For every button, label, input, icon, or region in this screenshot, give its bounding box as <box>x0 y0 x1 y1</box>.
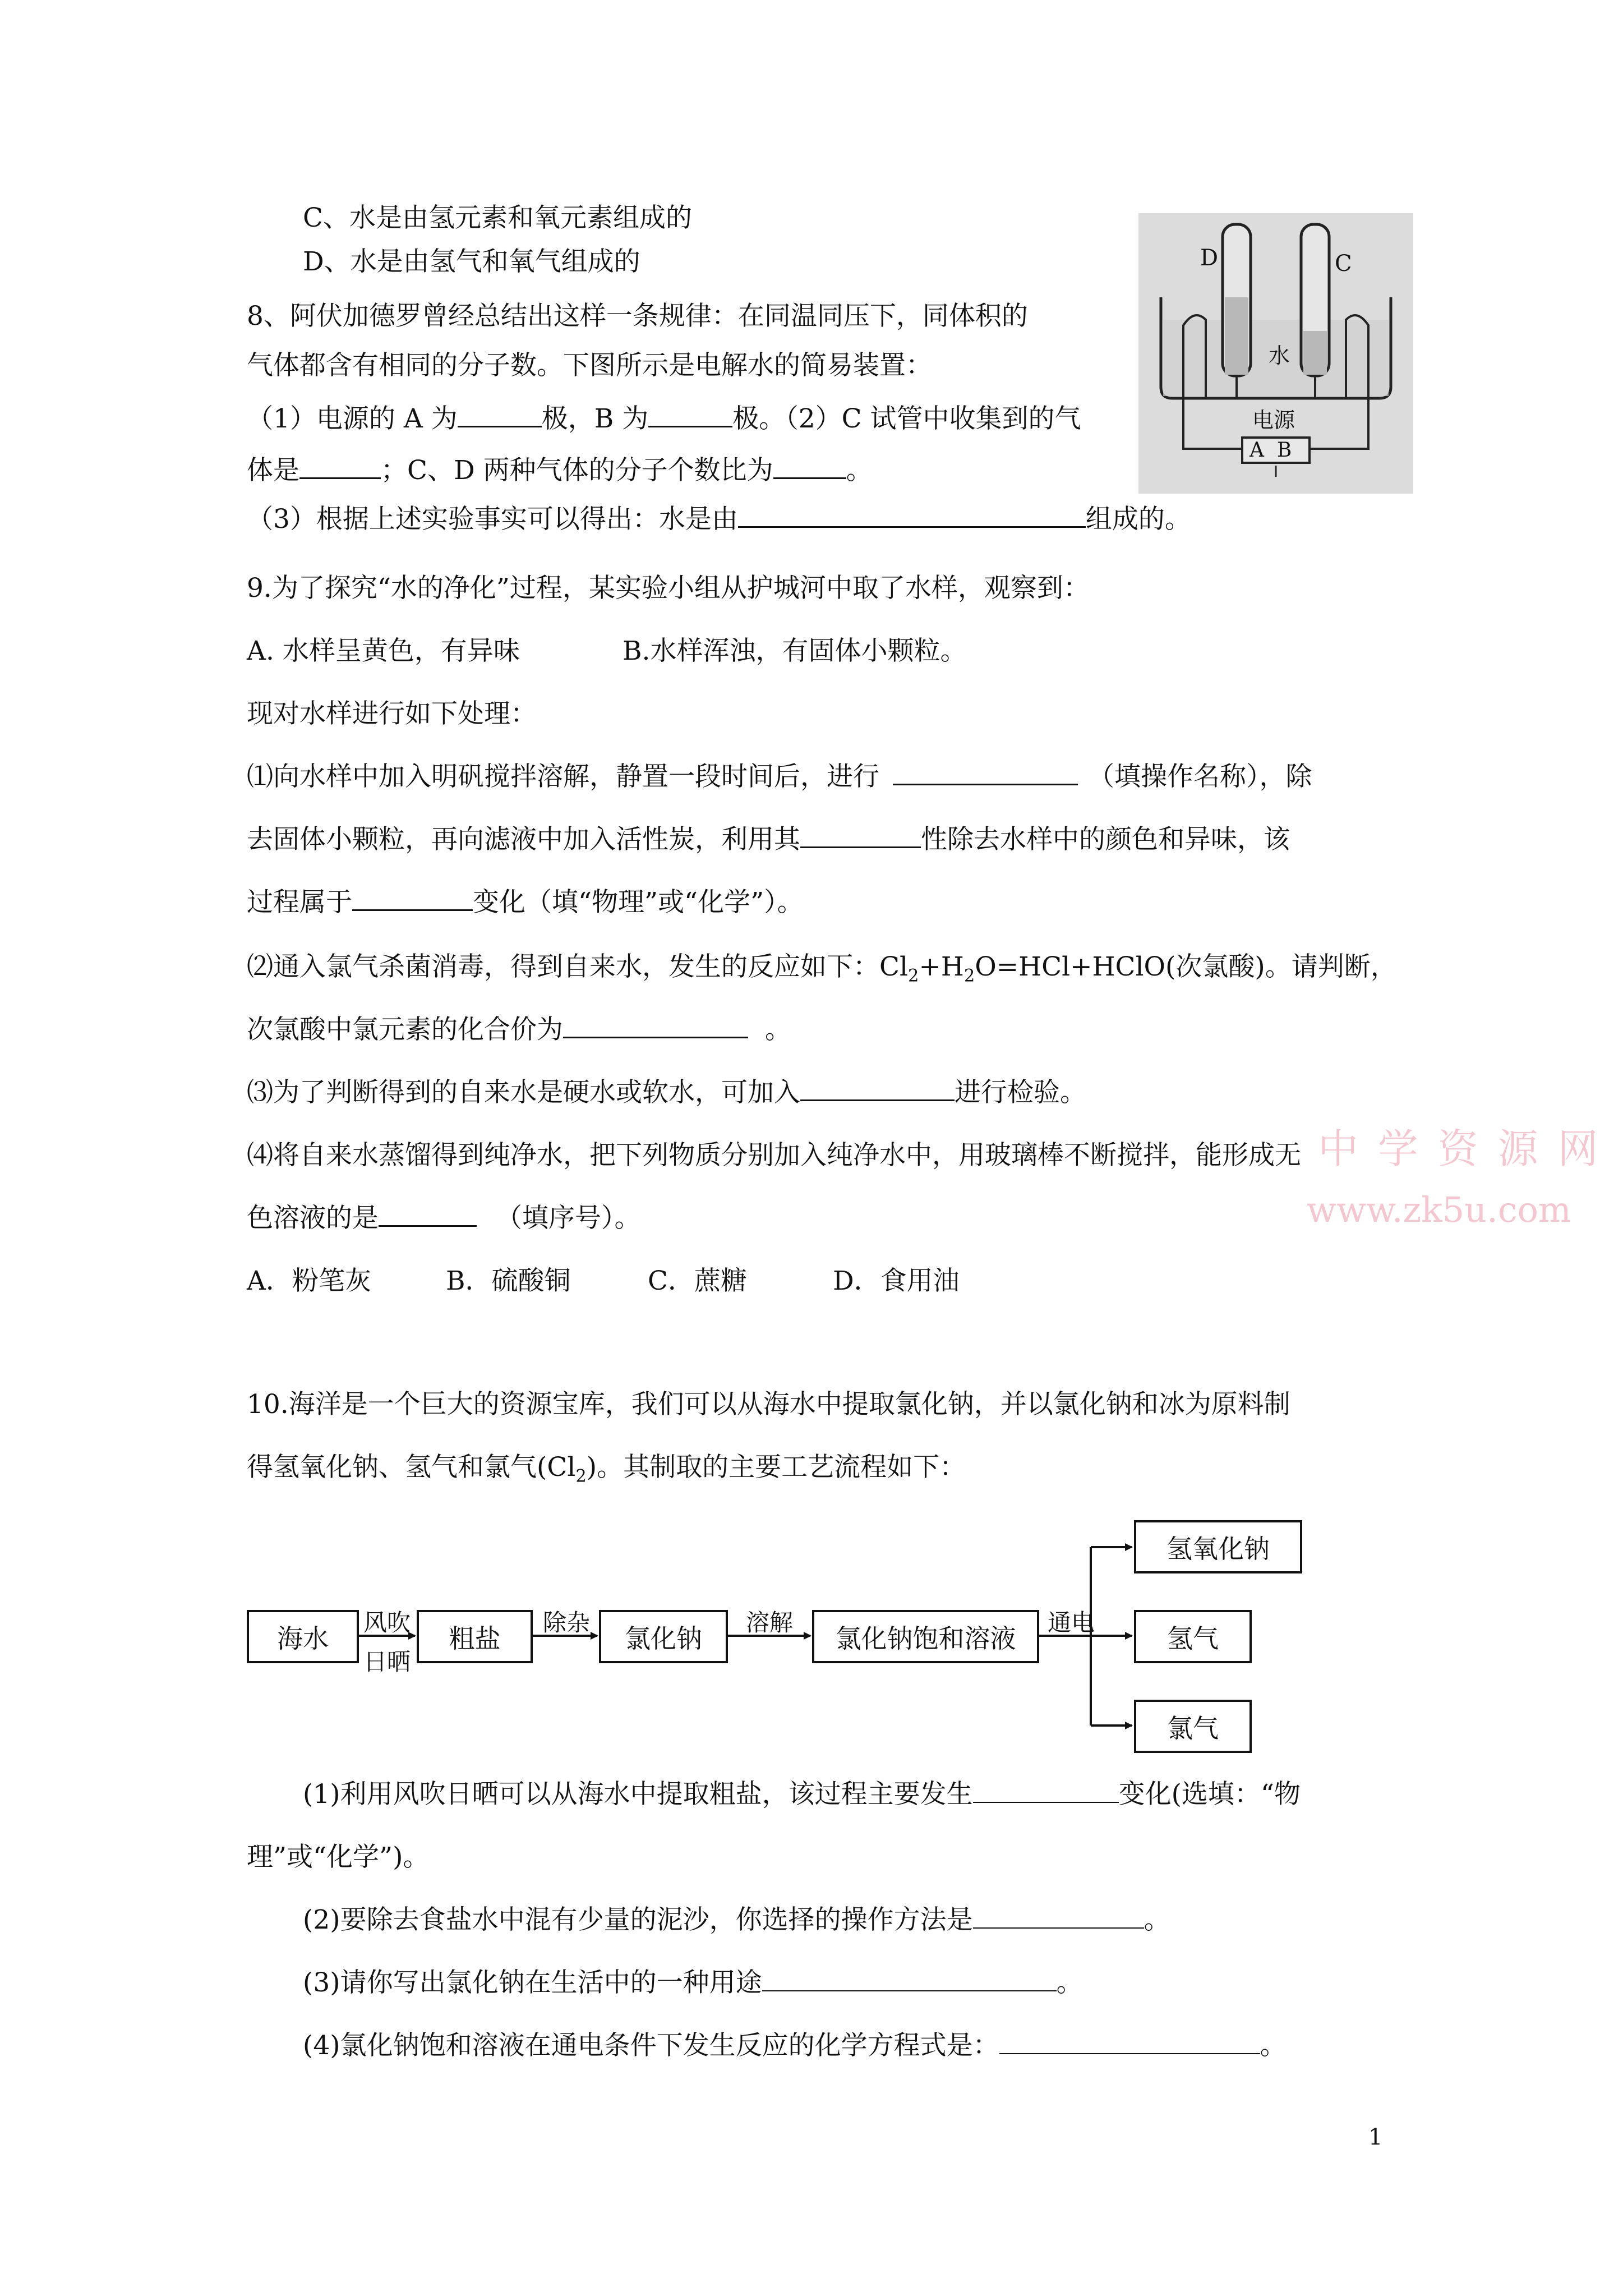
water-label: 水 <box>1269 343 1290 368</box>
q9-choice-b: B．硫酸铜 <box>446 1266 571 1296</box>
q9-step4-line2 <box>247 1203 641 1234</box>
q9-text-l: ⑶为了判断得到的自来水是硬水或软水，可加入 <box>247 1077 800 1108</box>
flow-box-hydrogen: 氢气 <box>1134 1610 1252 1663</box>
answer-blank-valence[interactable] <box>563 1037 748 1038</box>
q9-choice-d: D．食用油 <box>833 1266 960 1296</box>
q9-text-b: （填操作名称），除 <box>1088 761 1312 792</box>
answer-blank-c-gas[interactable] <box>299 477 381 479</box>
answer-blank-ratio[interactable] <box>773 477 846 479</box>
q9-step2-line2 <box>247 1016 791 1043</box>
q8-part1-line <box>247 403 1081 434</box>
answer-blank-reagent[interactable] <box>800 1099 955 1101</box>
answer-blank-usage[interactable] <box>762 1990 1057 1991</box>
answer-blank-a-pole[interactable] <box>458 426 542 427</box>
answer-blank-change-type[interactable] <box>352 909 473 911</box>
q8-text-d: 体是 <box>247 455 299 486</box>
answer-blank-method[interactable] <box>973 1927 1144 1929</box>
answer-blank-equation[interactable] <box>999 2053 1260 2054</box>
q9-text-j: 次氯酸中氯元素的化合价为 <box>247 1014 563 1045</box>
answer-blank-choice[interactable] <box>379 1225 477 1227</box>
q9-text-k: 。 <box>765 1014 791 1045</box>
flow-box-nacl: 氯化钠 <box>599 1610 728 1663</box>
q9-intro: 9.为了探究“水的净化”过程，某实验小组从护城河中取了水样，观察到： <box>247 573 1090 604</box>
answer-blank-b-pole[interactable] <box>648 426 732 427</box>
q9-text-n: 色溶液的是 <box>247 1203 379 1234</box>
q10-text-e: (2)要除去食盐水中混有少量的泥沙，你选择的操作方法是 <box>303 1904 973 1935</box>
q10-part1-line1 <box>303 1779 1301 1810</box>
q9-choice-a: A．粉笔灰 <box>247 1266 371 1296</box>
option-d: D、水是由氢气和氧气组成的 <box>303 246 640 277</box>
q9-text-i: O=HCl+HClO(次氯酸)。请判断， <box>975 951 1397 982</box>
flow-box-crude-salt: 粗盐 <box>417 1610 533 1663</box>
q10-part3-line <box>303 1967 1083 1998</box>
q8-text-h: 组成的。 <box>1085 504 1191 535</box>
q10-text-a: 得氢氧化钠、氢气和氯气(Cl <box>247 1452 576 1483</box>
q10-part4-line <box>303 2032 1287 2059</box>
page-number: 1 <box>1368 2124 1383 2150</box>
q10-text-f: 。 <box>1144 1904 1170 1935</box>
answer-blank-property[interactable] <box>800 846 921 848</box>
q8-text-c: 极。（2）C 试管中收集到的气 <box>732 403 1081 434</box>
terminal-labels: A B <box>1249 439 1292 462</box>
answer-blank-operation[interactable] <box>893 784 1078 785</box>
q8-text-f: 。 <box>846 455 873 486</box>
q8-intro-line2: 气体都含有相同的分子数。下图所示是电解水的简易装置： <box>247 350 932 381</box>
electrolysis-apparatus <box>1138 213 1413 494</box>
flow-label-electrify: 通电 <box>1048 1609 1095 1636</box>
q10-intro-line1: 10.海洋是一个巨大的资源宝库，我们可以从海水中提取氯化钠，并以氯化钠和冰为原料制 <box>247 1389 1290 1420</box>
answer-blank-process-change[interactable] <box>973 1802 1119 1803</box>
q9-observation-a: A. 水样呈黄色，有异味 <box>247 636 520 666</box>
flow-label-sun: 日晒 <box>363 1648 411 1676</box>
subscript: 2 <box>575 1466 587 1487</box>
q10-text-g: (3)请你写出氯化钠在生活中的一种用途 <box>303 1967 762 1998</box>
q8-text-g: （3）根据上述实验事实可以得出：水是由 <box>247 504 738 535</box>
q9-step1-line1 <box>247 763 1312 790</box>
tube-d-label: D <box>1200 245 1219 271</box>
answer-blank-composition[interactable] <box>738 526 1086 528</box>
q9-step1-line2 <box>247 826 1290 853</box>
flow-box-seawater: 海水 <box>247 1610 359 1663</box>
q10-part2-line <box>303 1904 1170 1935</box>
q10-text-b: )。其制取的主要工艺流程如下： <box>586 1452 966 1483</box>
flow-label-dissolve: 溶解 <box>746 1609 794 1636</box>
subscript: 2 <box>963 966 975 986</box>
subscript: 2 <box>908 966 919 986</box>
tube-c-label: C <box>1335 251 1352 277</box>
watermark-url: www.zk5u.com <box>1307 1189 1571 1230</box>
q10-intro-line2 <box>247 1454 966 1485</box>
q8-text-b: 极，B 为 <box>541 403 649 434</box>
q8-part3-line <box>247 504 1191 535</box>
q9-text-h: +H <box>919 951 964 982</box>
q8-text-e: ；C、D 两种气体的分子个数比为 <box>381 455 773 486</box>
process-flow-diagram <box>247 1509 1312 1761</box>
q9-text-c: 去固体小颗粒，再向滤液中加入活性炭，利用其 <box>247 824 800 855</box>
q8-text-a: （1）电源的 A 为 <box>247 403 458 434</box>
flow-label-purify: 除杂 <box>543 1609 591 1636</box>
q9-text-m: 进行检验。 <box>955 1077 1086 1108</box>
q9-choice-c: C．蔗糖 <box>648 1266 747 1296</box>
q9-step1-line3 <box>247 887 804 918</box>
q9-step4-line1: ⑷将自来水蒸馏得到纯净水，把下列物质分别加入纯净水中，用玻璃棒不断搅拌，能形成无 <box>247 1140 1301 1171</box>
q8-intro-line1: 8、阿伏加德罗曾经总结出这样一条规律：在同温同压下，同体积的 <box>247 301 1028 332</box>
q10-part1-line2: 理”或“化学”)。 <box>247 1842 430 1872</box>
q9-observation-b: B.水样浑浊，有固体小颗粒。 <box>623 636 967 666</box>
q10-text-d: 变化(选填：“物 <box>1118 1779 1301 1810</box>
q9-text-a: ⑴向水样中加入明矾搅拌溶解，静置一段时间后，进行 <box>247 761 879 792</box>
q9-text-d: 性除去水样中的颜色和异味，该 <box>921 824 1290 855</box>
q8-part2-line <box>247 457 873 484</box>
q10-text-h: 。 <box>1056 1967 1083 1998</box>
flow-box-chlorine: 氯气 <box>1134 1700 1252 1753</box>
q9-text-f: 变化（填“物理”或“化学”）。 <box>473 887 804 918</box>
q9-text-g: ⑵通入氯气杀菌消毒，得到自来水，发生的反应如下：Cl <box>247 951 908 982</box>
flow-label-wind: 风吹 <box>363 1609 411 1636</box>
q10-text-c: (1)利用风吹日晒可以从海水中提取粗盐，该过程主要发生 <box>303 1779 973 1810</box>
q10-text-j: 。 <box>1260 2030 1287 2061</box>
option-c: C、水是由氢元素和氧元素组成的 <box>303 203 692 233</box>
q9-text-o: （填序号）。 <box>496 1203 641 1234</box>
flow-box-naoh: 氢氧化钠 <box>1134 1520 1302 1573</box>
flow-box-saturated-solution: 氯化钠饱和溶液 <box>812 1610 1039 1663</box>
q9-step2-line1 <box>247 951 1397 986</box>
q9-process-intro: 现对水样进行如下处理： <box>247 698 537 729</box>
q10-text-i: (4)氯化钠饱和溶液在通电条件下发生反应的化学方程式是： <box>303 2030 999 2061</box>
q9-text-e: 过程属于 <box>247 887 352 918</box>
watermark-title: 中 学 资 源 网 <box>1318 1125 1602 1172</box>
q9-step3-line <box>247 1079 1086 1106</box>
power-label: 电源 <box>1252 408 1295 432</box>
